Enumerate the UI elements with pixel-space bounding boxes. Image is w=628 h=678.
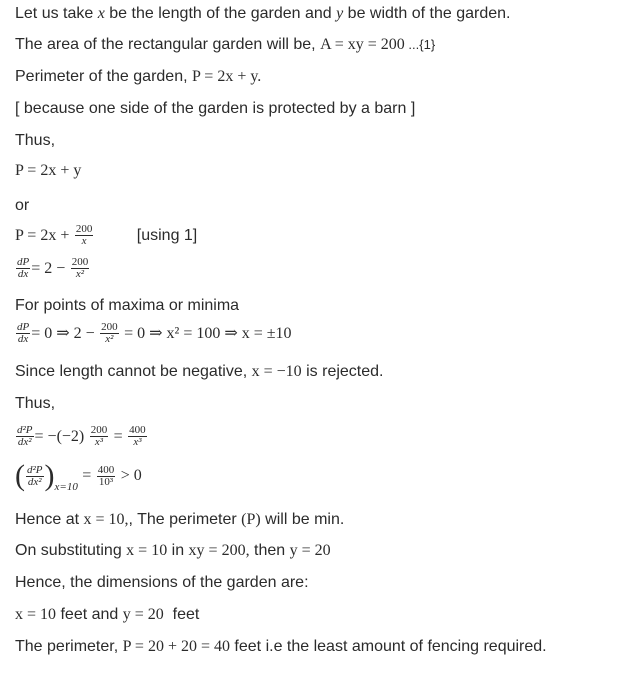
math: = −(−2)	[34, 428, 85, 445]
text: On substituting	[15, 542, 127, 559]
denominator: dx²	[27, 475, 42, 488]
text: Perimeter of the garden,	[15, 68, 192, 85]
line-barn-note	[15, 99, 415, 119]
numerator: 400	[97, 463, 115, 476]
fraction	[128, 425, 147, 448]
line-thus-2	[15, 394, 55, 414]
right-paren: )	[44, 459, 55, 492]
line-thus-1	[15, 131, 55, 151]
line-dimensions-heading	[15, 573, 309, 593]
numerator: 200	[90, 424, 108, 437]
text: be the length of the garden and	[104, 5, 337, 22]
var-y: y	[336, 5, 344, 22]
denominator: x²	[75, 268, 85, 281]
text: Since length cannot be negative,	[15, 363, 252, 380]
text: or	[15, 197, 30, 214]
numerator: 400	[129, 424, 146, 437]
denominator: x	[81, 235, 87, 248]
numerator: dP	[17, 256, 30, 269]
numerator: 200	[101, 321, 118, 334]
text: then	[249, 542, 290, 559]
text: feet and	[56, 606, 123, 623]
text: is rejected.	[301, 363, 384, 380]
text: feet	[163, 606, 200, 623]
denominator: x²	[105, 333, 114, 346]
math: P = 20 + 20 = 40	[122, 638, 230, 655]
denominator: dx	[17, 268, 29, 281]
math: = 2 −	[31, 260, 66, 277]
line-derivative	[15, 256, 90, 282]
denominator: dx²	[17, 436, 32, 449]
text: The perimeter,	[15, 638, 123, 655]
math: = 0 ⇒ 2 −	[31, 325, 95, 342]
denominator: x³	[133, 436, 142, 449]
text: [ because one side of the garden is protected by a barn ]	[15, 100, 416, 117]
fraction	[90, 425, 109, 448]
note: [using 1]	[136, 227, 198, 244]
text: For points of maxima or minima	[15, 297, 240, 314]
left-paren: (	[15, 459, 25, 492]
text: will be min.	[260, 511, 345, 528]
line-least-fencing	[15, 637, 547, 657]
math-area-equation: A = xy = 200	[320, 36, 405, 53]
text: feet i.e the least amount of fencing required.	[229, 638, 547, 655]
text: The area of the rectangular garden will be,	[15, 36, 321, 53]
denominator: 10³	[98, 475, 114, 488]
math: y = 20	[289, 542, 331, 559]
text: in	[167, 542, 189, 559]
text: Hence, the dimensions of the garden are:	[15, 574, 309, 591]
math: P = 2x +	[15, 227, 70, 244]
fraction	[71, 257, 90, 280]
line-p-substituted	[15, 223, 197, 249]
math: =	[82, 467, 92, 485]
fraction	[100, 322, 119, 345]
line-maxima-minima	[15, 296, 239, 316]
line-or	[15, 196, 29, 216]
line-substituting	[15, 541, 331, 561]
text: Thus,	[15, 395, 56, 412]
denominator: x³	[94, 436, 104, 449]
line-rejected	[15, 362, 383, 382]
subscript: x=10	[54, 481, 78, 494]
fraction	[16, 322, 30, 345]
math: > 0	[120, 467, 142, 485]
math-perimeter-equation: P = 2x + y.	[191, 68, 262, 85]
math: x = 10	[126, 542, 168, 559]
numerator: dP	[17, 321, 30, 334]
text: Let us take	[15, 5, 98, 22]
fraction	[16, 425, 34, 448]
math: (P)	[241, 511, 261, 528]
line-second-derivative-at-10	[15, 458, 142, 505]
fraction	[97, 465, 116, 488]
text: Hence at	[15, 511, 84, 528]
math: = 0 ⇒ x² = 100 ⇒ x = ±10	[124, 325, 292, 342]
line-dimensions	[15, 605, 199, 625]
equation-tag: ...{1}	[404, 37, 436, 52]
text: Thus,	[15, 132, 56, 149]
math: xy = 200,	[188, 542, 250, 559]
math: =	[113, 428, 123, 445]
line-minimum	[15, 510, 344, 530]
line-perimeter	[15, 67, 261, 87]
math: x = 10	[15, 606, 57, 623]
line-second-derivative	[15, 423, 148, 451]
numerator: d²P	[27, 463, 43, 476]
text: , The perimeter	[128, 511, 242, 528]
denominator: dx	[17, 333, 29, 346]
var-x: x	[97, 5, 105, 22]
numerator: d²P	[17, 424, 33, 437]
line-intro	[15, 4, 510, 24]
line-p-formula	[15, 161, 81, 181]
fraction	[26, 465, 44, 488]
math: y = 20	[122, 606, 164, 623]
math: x = 10,	[83, 511, 129, 528]
line-area	[15, 35, 435, 55]
fraction	[16, 257, 30, 280]
math: x = −10	[251, 363, 302, 380]
math: P = 2x + y	[15, 162, 82, 179]
line-critical-points	[15, 321, 292, 347]
numerator: 200	[71, 256, 89, 269]
fraction	[75, 224, 94, 247]
text: be width of the garden.	[343, 5, 511, 22]
numerator: 200	[75, 223, 93, 236]
